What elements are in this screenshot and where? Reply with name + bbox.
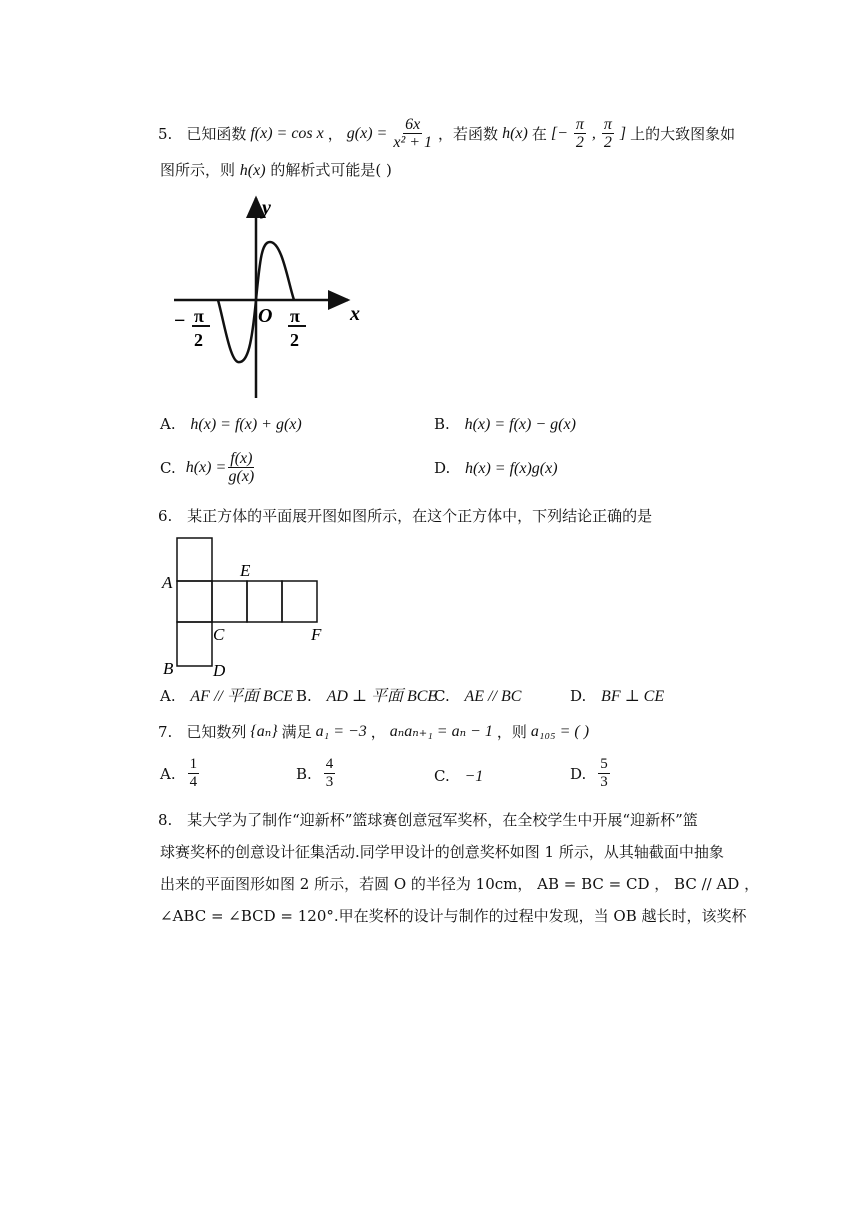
- q6-option-d-expr: BF ⊥ CE: [601, 688, 665, 705]
- q6-label-e: E: [240, 561, 251, 580]
- q8-line3: 出来的平面图形如图 2 所示，若圆 O 的半径为 10cm， AB = BC = CD ， BC // AD ，: [160, 875, 760, 893]
- q6-label-b: B: [163, 659, 174, 678]
- q7-option-b-num: 4: [325, 756, 334, 772]
- q5-line2: [160, 160, 392, 181]
- q7-option-a-num: 1: [189, 756, 198, 772]
- q5-option-a-expr: h(x) = f(x) + g(x): [190, 416, 302, 433]
- q5-number: 5.: [158, 124, 173, 143]
- q5-option-c-den: g(x): [228, 468, 255, 485]
- q7-option-b-letter: B.: [296, 764, 312, 783]
- q5-option-c-prefix: h(x) =: [185, 458, 227, 476]
- q7-option-d-fraction: [598, 756, 610, 791]
- q5-pos-pi: π: [290, 306, 300, 326]
- q5-pos-two: 2: [290, 330, 299, 350]
- q6-option-b[interactable]: [296, 686, 437, 707]
- net-square-3: [247, 581, 282, 622]
- q5-g-denominator: x² + 1: [393, 134, 433, 151]
- q5-text-c: 在: [531, 124, 547, 143]
- q5-text-b: ，若函数: [438, 124, 499, 143]
- q5-g-prefix: g(x) =: [346, 124, 388, 142]
- q6-text: 某正方体的平面展开图如图所示，在这个正方体中，下列结论正确的是: [187, 507, 653, 525]
- q6-option-c[interactable]: [434, 686, 521, 707]
- q5-g-fraction: [393, 116, 432, 151]
- q7-text-c: ，则: [496, 723, 527, 741]
- q5-line2-h: h(x): [239, 162, 266, 179]
- q5-function-graph: [170, 192, 370, 402]
- q7-option-a[interactable]: [160, 756, 201, 791]
- q5-x-label: x: [350, 303, 360, 325]
- q5-pi: π: [575, 116, 584, 133]
- q5-option-a-letter: A.: [160, 415, 176, 433]
- q7-option-a-letter: A.: [160, 764, 176, 783]
- q5-neg-sign: −: [174, 310, 186, 332]
- q6-label-c: C: [213, 625, 225, 644]
- q5-option-d-letter: D.: [434, 459, 451, 477]
- q5-line1: [158, 116, 735, 151]
- q6-option-c-expr: AE // BC: [464, 688, 522, 705]
- q6-net-squares: [177, 538, 317, 666]
- q5-option-c-num: f(x): [230, 450, 253, 467]
- q7-option-b-den: 3: [325, 774, 334, 790]
- q6-option-a-expr: AF // 平面 BCE: [190, 688, 294, 705]
- q6-option-a-letter: A.: [160, 687, 176, 705]
- q6-option-b-expr: AD ⊥ 平面 BCE: [326, 688, 438, 705]
- q8-line2: 球赛奖杯的创意设计征集活动.同学甲设计的创意奖杯如图 1 所示，从其轴截面中抽象: [160, 843, 724, 861]
- q5-text-d: 上的大致图象如: [630, 124, 736, 143]
- q6-option-d-letter: D.: [570, 687, 587, 705]
- q6-label-a: A: [162, 573, 173, 592]
- q7-sep: ，: [370, 723, 386, 741]
- q5-option-c[interactable]: [160, 450, 256, 485]
- q5-option-d-expr: h(x) = f(x)g(x): [465, 460, 558, 477]
- q7-option-b[interactable]: [296, 756, 337, 791]
- q7-option-c[interactable]: [434, 766, 483, 787]
- q6-label-d: D: [213, 661, 226, 680]
- q5-two-2: 2: [603, 134, 612, 151]
- q6-cube-net: [160, 534, 340, 680]
- net-square-bottom: [177, 622, 212, 666]
- q5-h: h(x): [502, 124, 528, 142]
- q7-option-d-den: 3: [600, 774, 608, 790]
- q5-option-b-expr: h(x) = f(x) − g(x): [464, 416, 576, 433]
- q8-line1: [158, 810, 698, 830]
- q5-line2-a: 图所示，则: [160, 161, 236, 179]
- q7-option-d[interactable]: [570, 756, 612, 791]
- q6-option-d[interactable]: [570, 686, 664, 707]
- q7-option-b-fraction: [324, 756, 336, 791]
- q7-stem: [158, 722, 589, 742]
- q7-seq: {aₙ}: [250, 723, 278, 740]
- q5-y-label: y: [262, 197, 271, 219]
- q5-origin-label: O: [258, 305, 273, 327]
- q7-cond1: a₁ = −3: [315, 723, 367, 740]
- q5-option-b-letter: B.: [434, 415, 450, 433]
- q6-option-b-letter: B.: [296, 687, 312, 705]
- q5-interval-close: ]: [619, 124, 627, 142]
- q5-neg-two: 2: [194, 330, 203, 350]
- q5-option-d[interactable]: [434, 458, 558, 479]
- q6-label-f: F: [311, 625, 322, 644]
- q7-option-c-letter: C.: [434, 767, 450, 785]
- q5-interval-left: [574, 116, 586, 151]
- q5-sep: ，: [327, 124, 343, 143]
- q7-target: a₁₀₅ = ( ): [530, 723, 590, 740]
- q5-text-a: 已知函数: [186, 124, 247, 143]
- q8-line4: ∠ABC = ∠BCD = 120°.甲在奖杯的设计与制作的过程中发现，当 OB 越长时，该奖杯: [160, 907, 747, 925]
- q6-number: 6.: [158, 507, 173, 525]
- q5-interval-comma: ,: [591, 124, 596, 142]
- q7-cond2: aₙaₙ₊₁ = aₙ − 1: [389, 723, 493, 740]
- q5-option-c-fraction: [228, 450, 254, 485]
- q5-interval-right: [602, 116, 614, 151]
- q5-option-a[interactable]: [160, 414, 302, 435]
- q5-option-b[interactable]: [434, 414, 576, 435]
- q5-two: 2: [575, 134, 584, 151]
- q5-g-numerator: 6x: [405, 116, 421, 133]
- q5-pi-2: π: [603, 116, 612, 133]
- q8-number: 8.: [158, 811, 173, 829]
- q7-option-d-num: 5: [600, 756, 608, 772]
- net-square-2: [212, 581, 247, 622]
- q5-f-definition: f(x) = cos x: [250, 124, 324, 142]
- net-square-1: [177, 581, 212, 622]
- q5-option-c-letter: C.: [160, 458, 176, 477]
- q7-option-a-den: 4: [189, 774, 198, 790]
- net-square-top: [177, 538, 212, 581]
- q7-option-a-fraction: [188, 756, 200, 791]
- q6-stem: [158, 506, 652, 526]
- q7-option-c-value: −1: [464, 768, 484, 785]
- q6-option-a[interactable]: [160, 686, 293, 707]
- q5-line2-b: 的解析式可能是( ): [270, 161, 392, 179]
- q7-text-b: 满足: [281, 723, 312, 741]
- q8-line1-text: 某大学为了制作“迎新杯”篮球赛创意冠军奖杯，在全校学生中开展“迎新杯”篮: [187, 811, 698, 829]
- q7-number: 7.: [158, 723, 173, 741]
- q7-option-d-letter: D.: [570, 764, 587, 783]
- q7-text-a: 已知数列: [186, 723, 247, 741]
- q5-interval-open: [−: [550, 124, 568, 142]
- net-square-4: [282, 581, 317, 622]
- q5-neg-pi: π: [194, 306, 204, 326]
- q6-option-c-letter: C.: [434, 687, 450, 705]
